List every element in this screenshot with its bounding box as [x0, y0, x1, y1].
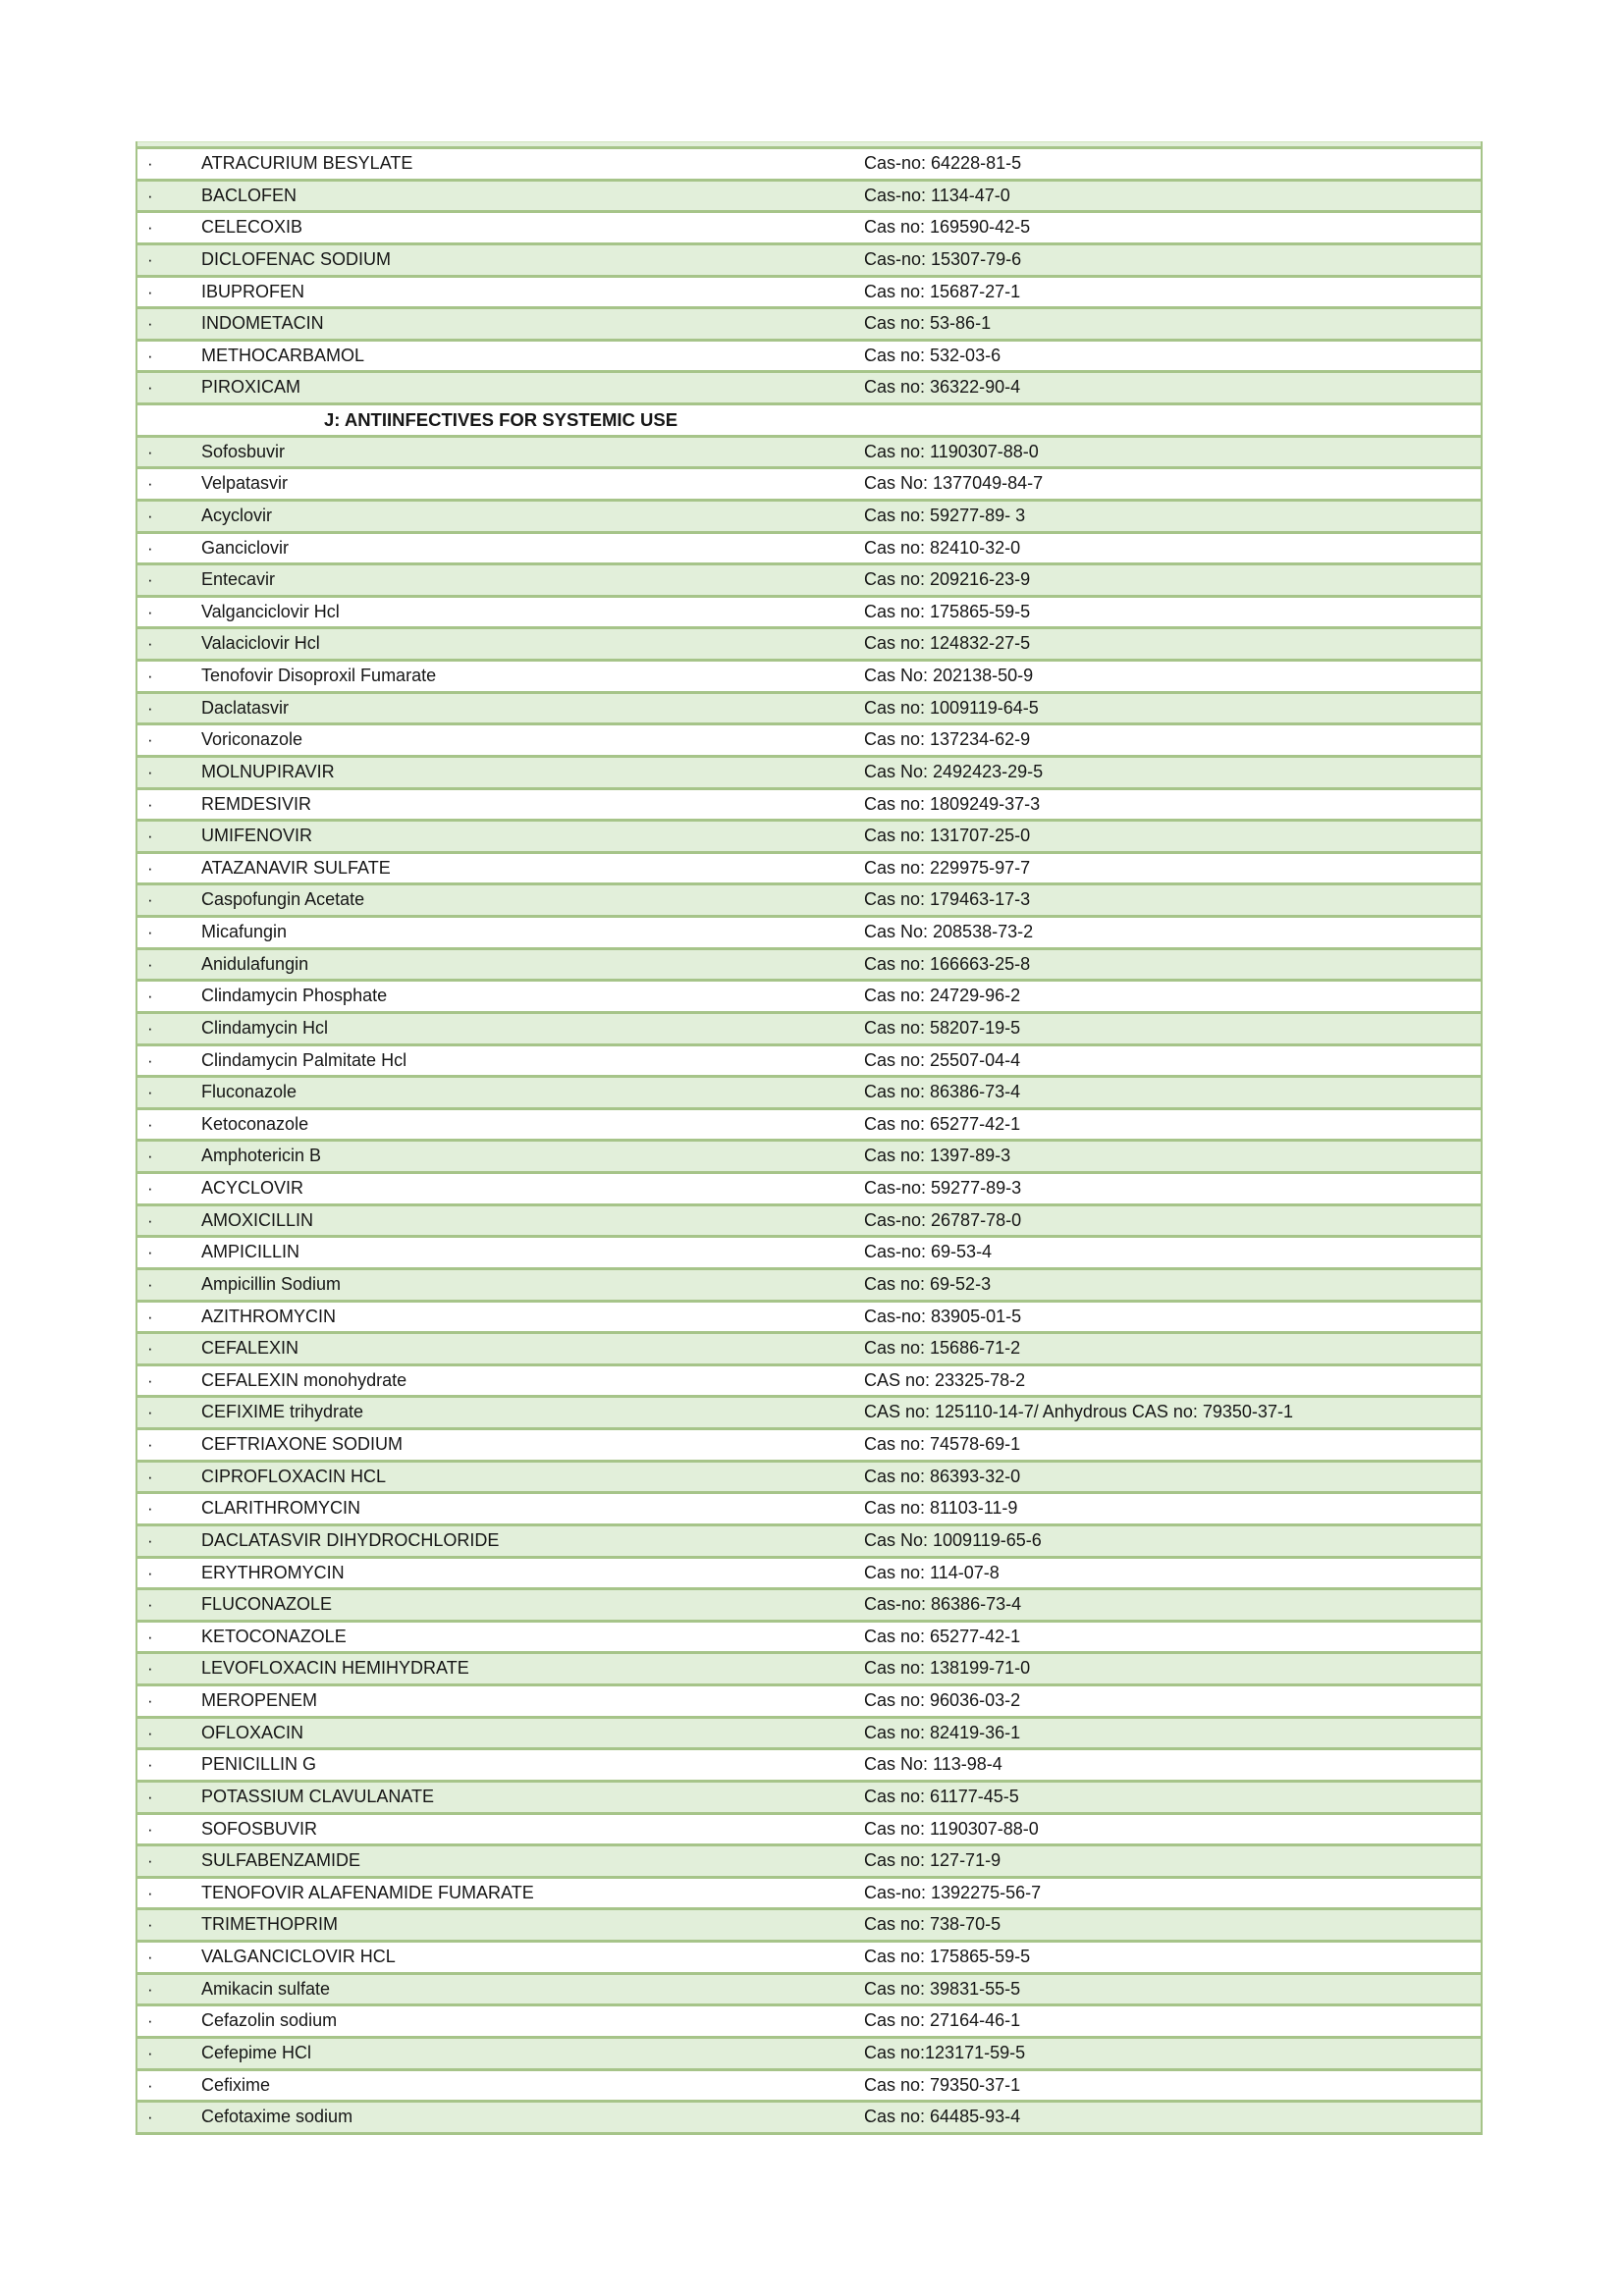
- substance-name: Daclatasvir: [201, 697, 290, 718]
- substance-name: DACLATASVIR DIHYDROCHLORIDE: [201, 1529, 500, 1550]
- substance-name: LEVOFLOXACIN HEMIHYDRATE: [201, 1658, 469, 1679]
- cas-number: Cas no: 209216-23-9: [864, 569, 1031, 590]
- bullet-icon: ·: [147, 1915, 153, 1935]
- table-row: [137, 1783, 1481, 1815]
- table-row: [137, 565, 1481, 598]
- table-row: [137, 469, 1481, 502]
- cas-number: Cas No: 2492423-29-5: [864, 761, 1044, 781]
- cas-number: Cas no: 64485-93-4: [864, 2107, 1021, 2127]
- bullet-icon: ·: [147, 1851, 153, 1871]
- bullet-icon: ·: [147, 346, 153, 365]
- cas-number: Cas-no: 26787-78-0: [864, 1209, 1022, 1230]
- substance-name: OFLOXACIN: [201, 1722, 304, 1742]
- cas-number: Cas no: 86393-32-0: [864, 1466, 1021, 1486]
- cas-number: Cas no: 15687-27-1: [864, 281, 1021, 301]
- table-row: [137, 1494, 1481, 1526]
- table-row: [137, 1654, 1481, 1686]
- cas-number: CAS no: 23325-78-2: [864, 1369, 1026, 1390]
- cas-number: Cas-no: 15307-79-6: [864, 248, 1022, 269]
- substance-name: ATRACURIUM BESYLATE: [201, 153, 413, 173]
- substance-name: Entecavir: [201, 569, 276, 590]
- table-row: [137, 1719, 1481, 1751]
- cas-number: Cas-no: 59277-89-3: [864, 1178, 1022, 1198]
- cas-number: Cas No: 1009119-65-6: [864, 1529, 1042, 1550]
- substance-name: Valaciclovir Hcl: [201, 633, 320, 654]
- table-row: [137, 1174, 1481, 1206]
- table-row: [137, 1910, 1481, 1943]
- cas-number: Cas-no: 69-53-4: [864, 1242, 993, 1262]
- table-row: [137, 2039, 1481, 2071]
- substance-name: PENICILLIN G: [201, 1754, 317, 1775]
- table-row: [137, 1046, 1481, 1079]
- bullet-icon: ·: [147, 1723, 153, 1742]
- substance-name: Cefotaxime sodium: [201, 2107, 353, 2127]
- substance-name: CIPROFLOXACIN HCL: [201, 1466, 387, 1486]
- table-row: [137, 342, 1481, 374]
- cas-number: Cas no: 137234-62-9: [864, 729, 1031, 750]
- bullet-icon: ·: [147, 827, 153, 846]
- substance-name: Ampicillin Sodium: [201, 1273, 342, 1294]
- substance-name: MOLNUPIRAVIR: [201, 761, 335, 781]
- substance-name: CEFTRIAXONE SODIUM: [201, 1434, 404, 1454]
- substance-name: CEFALEXIN monohydrate: [201, 1369, 407, 1390]
- table-row: [137, 662, 1481, 694]
- cas-number: Cas no: 1190307-88-0: [864, 441, 1039, 461]
- table-row: [137, 598, 1481, 630]
- bullet-icon: ·: [147, 1243, 153, 1262]
- substance-name: Ganciclovir: [201, 537, 290, 558]
- cas-number: Cas no: 53-86-1: [864, 313, 992, 334]
- bullet-icon: ·: [147, 506, 153, 525]
- cas-number: Cas-no: 83905-01-5: [864, 1306, 1022, 1326]
- bullet-icon: ·: [147, 1210, 153, 1230]
- bullet-icon: ·: [147, 923, 153, 941]
- substance-name: Acyclovir: [201, 505, 273, 525]
- cas-number: Cas no: 166663-25-8: [864, 953, 1031, 974]
- bullet-icon: ·: [147, 1787, 153, 1806]
- substance-name: METHOCARBAMOL: [201, 345, 365, 365]
- cas-number: Cas no: 179463-17-3: [864, 889, 1031, 910]
- table-row: [137, 1078, 1481, 1110]
- substance-name: CEFALEXIN: [201, 1338, 299, 1359]
- table-row: [137, 1142, 1481, 1174]
- bullet-icon: ·: [147, 570, 153, 590]
- cas-number: Cas no: 86386-73-4: [864, 1082, 1021, 1102]
- bullet-icon: ·: [147, 1819, 153, 1839]
- table-row: [137, 885, 1481, 918]
- substance-name: IBUPROFEN: [201, 281, 305, 301]
- table-row: [137, 1526, 1481, 1559]
- cas-number: Cas No: 202138-50-9: [864, 666, 1034, 685]
- cas-number: Cas no: 82419-36-1: [864, 1722, 1021, 1742]
- substance-name: PIROXICAM: [201, 377, 301, 398]
- substance-name: Anidulafungin: [201, 953, 309, 974]
- table-row: [137, 629, 1481, 662]
- table-row: [137, 950, 1481, 983]
- substance-name: SULFABENZAMIDE: [201, 1850, 361, 1871]
- cas-number: Cas no: 65277-42-1: [864, 1113, 1021, 1134]
- bullet-icon: ·: [147, 1563, 153, 1582]
- bullet-icon: ·: [147, 1627, 153, 1646]
- bullet-icon: ·: [147, 282, 153, 301]
- table-row: [137, 1846, 1481, 1879]
- table-row: [137, 1559, 1481, 1591]
- substance-name: CELECOXIB: [201, 217, 303, 238]
- bullet-icon: ·: [147, 1883, 153, 1902]
- cas-number: Cas no: 169590-42-5: [864, 217, 1031, 238]
- substance-name: UMIFENOVIR: [201, 826, 313, 846]
- substance-name: ACYCLOVIR: [201, 1178, 304, 1198]
- substance-name: MEROPENEM: [201, 1690, 318, 1710]
- bullet-icon: ·: [147, 314, 153, 334]
- substance-name: AMPICILLIN: [201, 1242, 300, 1262]
- bullet-icon: ·: [147, 730, 153, 750]
- bullet-icon: ·: [147, 634, 153, 654]
- substance-name: Clindamycin Phosphate: [201, 986, 388, 1006]
- table-row: [137, 918, 1481, 950]
- substance-name: Clindamycin Palmitate Hcl: [201, 1049, 407, 1070]
- substance-name: AZITHROMYCIN: [201, 1306, 336, 1326]
- table-row: [137, 213, 1481, 245]
- bullet-icon: ·: [147, 218, 153, 238]
- substance-name: ATAZANAVIR SULFATE: [201, 857, 391, 878]
- bullet-icon: ·: [147, 1083, 153, 1102]
- table-row: [137, 725, 1481, 758]
- bullet-icon: ·: [147, 890, 153, 910]
- cas-number: Cas no: 24729-96-2: [864, 986, 1021, 1006]
- table-row: [137, 2103, 1481, 2135]
- cas-number: Cas-no: 64228-81-5: [864, 153, 1022, 173]
- cas-number: Cas-no: 1392275-56-7: [864, 1882, 1042, 1902]
- bullet-icon: ·: [147, 1018, 153, 1038]
- cas-number: Cas no:123171-59-5: [864, 2042, 1026, 2062]
- table-row: [137, 534, 1481, 566]
- table-row: [137, 438, 1481, 470]
- bullet-icon: ·: [147, 602, 153, 621]
- bullet-icon: ·: [147, 538, 153, 558]
- table-row: [137, 1366, 1481, 1399]
- cas-number: Cas no: 74578-69-1: [864, 1434, 1021, 1454]
- substance-name: Cefixime: [201, 2074, 271, 2095]
- cas-number: Cas no: 81103-11-9: [864, 1498, 1018, 1519]
- section-header-label: J: ANTIINFECTIVES FOR SYSTEMIC USE: [323, 409, 678, 430]
- substance-name: DICLOFENAC SODIUM: [201, 248, 392, 269]
- bullet-icon: ·: [147, 1948, 153, 1966]
- substances-table: [135, 141, 1483, 2135]
- bullet-icon: ·: [147, 1499, 153, 1519]
- substance-name: KETOCONAZOLE: [201, 1626, 347, 1646]
- bullet-icon: ·: [147, 1755, 153, 1775]
- partial-row-top: [137, 141, 1481, 149]
- substance-name: Clindamycin Hcl: [201, 1017, 329, 1038]
- substance-name: Ketoconazole: [201, 1113, 309, 1134]
- substance-name: Tenofovir Disoproxil Fumarate: [201, 666, 437, 685]
- table-row: [137, 1334, 1481, 1366]
- table-row: [137, 1270, 1481, 1303]
- table-row: [137, 502, 1481, 534]
- substance-name: POTASSIUM CLAVULANATE: [201, 1786, 435, 1806]
- table-row: [137, 1398, 1481, 1430]
- table-row: [137, 1590, 1481, 1623]
- table-row: [137, 1686, 1481, 1719]
- substance-name: BACLOFEN: [201, 185, 298, 205]
- substance-name: Fluconazole: [201, 1082, 298, 1102]
- cas-number: Cas No: 1377049-84-7: [864, 473, 1044, 494]
- table-row: [137, 694, 1481, 726]
- bullet-icon: ·: [147, 1979, 153, 1999]
- table-row: [137, 278, 1481, 310]
- cas-number: Cas-no: 86386-73-4: [864, 1594, 1022, 1615]
- section-header-row: [137, 405, 1481, 438]
- bullet-icon: ·: [147, 1307, 153, 1326]
- substance-name: Cefepime HCl: [201, 2042, 312, 2062]
- cas-number: Cas no: 1190307-88-0: [864, 1818, 1039, 1839]
- bullet-icon: ·: [147, 154, 153, 173]
- cas-number: Cas no: 229975-97-7: [864, 857, 1031, 878]
- cas-number: Cas no: 15686-71-2: [864, 1338, 1021, 1359]
- bullet-icon: ·: [147, 1403, 153, 1422]
- table-row: [137, 1879, 1481, 1911]
- bullet-icon: ·: [147, 1050, 153, 1070]
- bullet-icon: ·: [147, 987, 153, 1006]
- substance-name: SOFOSBUVIR: [201, 1818, 318, 1839]
- cas-number: Cas no: 36322-90-4: [864, 377, 1021, 398]
- table-row: [137, 1110, 1481, 1143]
- table-row: [137, 2006, 1481, 2039]
- table-row: [137, 1430, 1481, 1463]
- bullet-icon: ·: [147, 378, 153, 398]
- table-row: [137, 309, 1481, 342]
- bullet-icon: ·: [147, 1274, 153, 1294]
- table-row: [137, 1750, 1481, 1783]
- bullet-icon: ·: [147, 667, 153, 685]
- table-row: [137, 2071, 1481, 2104]
- bullet-icon: ·: [147, 1370, 153, 1390]
- substance-name: Valganciclovir Hcl: [201, 601, 340, 621]
- cas-number: Cas no: 124832-27-5: [864, 633, 1031, 654]
- substance-name: CLARITHROMYCIN: [201, 1498, 361, 1519]
- cas-number: Cas no: 114-07-8: [864, 1562, 1000, 1582]
- substance-name: Velpatasvir: [201, 473, 289, 494]
- bullet-icon: ·: [147, 442, 153, 461]
- bullet-icon: ·: [147, 954, 153, 974]
- table-row: [137, 182, 1481, 214]
- table-row: [137, 1463, 1481, 1495]
- bullet-icon: ·: [147, 698, 153, 718]
- substance-name: TENOFOVIR ALAFENAMIDE FUMARATE: [201, 1882, 534, 1902]
- cas-number: Cas no: 79350-37-1: [864, 2074, 1021, 2095]
- cas-number: Cas-no: 1134-47-0: [864, 185, 1010, 205]
- cas-number: Cas no: 1397-89-3: [864, 1146, 1011, 1166]
- substance-name: Amikacin sulfate: [201, 1978, 331, 1999]
- table-row: [137, 373, 1481, 405]
- cas-number: Cas no: 131707-25-0: [864, 826, 1031, 846]
- table-row: [137, 149, 1481, 182]
- cas-number: Cas No: 113-98-4: [864, 1754, 1002, 1775]
- bullet-icon: ·: [147, 2043, 153, 2062]
- bullet-icon: ·: [147, 186, 153, 205]
- bullet-icon: ·: [147, 1659, 153, 1679]
- substance-name: Cefazolin sodium: [201, 2010, 338, 2031]
- cas-number: Cas no: 65277-42-1: [864, 1626, 1021, 1646]
- bullet-icon: ·: [147, 1691, 153, 1710]
- bullet-icon: ·: [147, 1595, 153, 1615]
- bullet-icon: ·: [147, 1147, 153, 1166]
- bullet-icon: ·: [147, 2011, 153, 2031]
- cas-number: Cas no: 127-71-9: [864, 1850, 1001, 1871]
- substance-name: Caspofungin Acetate: [201, 889, 365, 910]
- bullet-icon: ·: [147, 1339, 153, 1359]
- substance-name: CEFIXIME trihydrate: [201, 1402, 364, 1422]
- cas-number: Cas No: 208538-73-2: [864, 922, 1034, 941]
- cas-number: Cas no: 27164-46-1: [864, 2010, 1021, 2031]
- bullet-icon: ·: [147, 794, 153, 814]
- table-row: [137, 1623, 1481, 1655]
- cas-number: Cas no: 69-52-3: [864, 1273, 992, 1294]
- cas-number: Cas no: 82410-32-0: [864, 537, 1021, 558]
- bullet-icon: ·: [147, 1467, 153, 1486]
- substance-name: Voriconazole: [201, 729, 303, 750]
- table-row: [137, 1943, 1481, 1975]
- cas-number: Cas no: 175865-59-5: [864, 601, 1031, 621]
- substance-name: AMOXICILLIN: [201, 1209, 314, 1230]
- bullet-icon: ·: [147, 762, 153, 781]
- cas-number: Cas no: 96036-03-2: [864, 1690, 1021, 1710]
- cas-number: CAS no: 125110-14-7/ Anhydrous CAS no: 79350-37-1: [864, 1402, 1293, 1422]
- cas-number: Cas no: 1009119-64-5: [864, 697, 1039, 718]
- bullet-icon: ·: [147, 249, 153, 269]
- table-row: [137, 1014, 1481, 1046]
- table-row: [137, 854, 1481, 886]
- cas-number: Cas no: 59277-89- 3: [864, 505, 1026, 525]
- bullet-icon: ·: [147, 1435, 153, 1454]
- cas-number: Cas no: 39831-55-5: [864, 1978, 1021, 1999]
- bullet-icon: ·: [147, 858, 153, 878]
- bullet-icon: ·: [147, 2108, 153, 2127]
- table-row: [137, 822, 1481, 854]
- table-row: [137, 1206, 1481, 1239]
- bullet-icon: ·: [147, 1179, 153, 1198]
- substance-name: REMDESIVIR: [201, 793, 312, 814]
- substance-name: ERYTHROMYCIN: [201, 1562, 345, 1582]
- cas-number: Cas no: 58207-19-5: [864, 1017, 1021, 1038]
- table-row: [137, 790, 1481, 823]
- bullet-icon: ·: [147, 474, 153, 494]
- table-row: [137, 245, 1481, 278]
- cas-number: Cas no: 532-03-6: [864, 345, 1001, 365]
- bullet-icon: ·: [147, 2075, 153, 2095]
- substance-name: Micafungin: [201, 922, 288, 941]
- substance-name: Amphotericin B: [201, 1146, 322, 1166]
- substance-name: Sofosbuvir: [201, 441, 286, 461]
- cas-number: Cas no: 175865-59-5: [864, 1947, 1031, 1966]
- substance-name: TRIMETHOPRIM: [201, 1914, 338, 1935]
- cas-number: Cas no: 138199-71-0: [864, 1658, 1031, 1679]
- table-row: [137, 1238, 1481, 1270]
- table-row: [137, 758, 1481, 790]
- table-row: [137, 1815, 1481, 1847]
- bullet-icon: ·: [147, 1114, 153, 1134]
- substance-name: FLUCONAZOLE: [201, 1594, 333, 1615]
- substance-name: VALGANCICLOVIR HCL: [201, 1947, 396, 1966]
- bullet-icon: ·: [147, 1530, 153, 1550]
- substance-name: INDOMETACIN: [201, 313, 324, 334]
- cas-number: Cas no: 25507-04-4: [864, 1049, 1021, 1070]
- table-row: [137, 982, 1481, 1014]
- cas-number: Cas no: 738-70-5: [864, 1914, 1001, 1935]
- cas-number: Cas no: 61177-45-5: [864, 1786, 1019, 1806]
- table-row: [137, 1303, 1481, 1335]
- cas-number: Cas no: 1809249-37-3: [864, 793, 1041, 814]
- table-row: [137, 1975, 1481, 2007]
- table-rows-container: [137, 149, 1481, 2135]
